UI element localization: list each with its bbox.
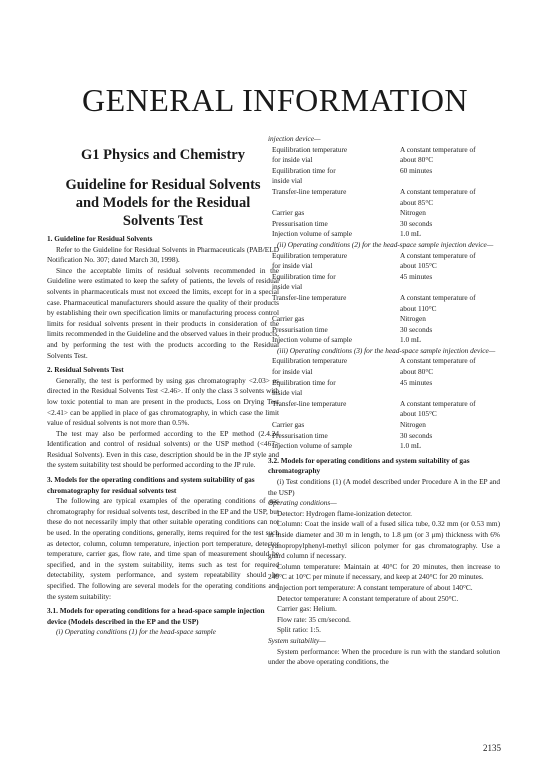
condition-value: 60 minutes [400,165,433,175]
condition-key: Transfer-line temperature [272,292,347,302]
condition-key: Equilibration temperature [272,144,348,154]
condition-row [268,420,500,431]
system-performance-text: System performance: When the procedure is run with the standard solution under the above operating conditions, the [268,646,500,667]
condition-row [268,219,500,230]
section-heading: 2. Residual Solvents Test [47,365,124,375]
condition-item-label: (ii) Operating conditions (2) for the head-space sample injection device— [277,239,494,249]
condition-row [268,293,500,304]
guideline-title-line: and Models for the Residual [75,195,251,211]
condition-key: Carrier gas [272,314,305,324]
right-column [268,134,500,668]
condition-row [268,441,500,452]
condition-row [268,304,500,315]
condition-key [268,198,400,209]
condition-value: Nitrogen [400,208,426,218]
condition-key [268,304,400,315]
condition-key: for inside vial [272,367,313,377]
condition-item-label: injection device— [268,134,321,143]
section-heading: 1. Guideline for Residual Solvents [47,234,153,243]
guideline-title-line: Guideline for Residual Solvents [65,177,261,193]
conditions-table-3 [268,356,500,451]
condition-key: for inside vial [272,261,313,271]
condition-value: A constant temperature of [400,292,476,302]
condition-row [268,314,500,325]
condition-key: inside vial [272,176,303,186]
condition-value: 1.0 mL [400,335,422,345]
detector-temperature-text: Detector temperature: A constant temperature of about 250°C. [277,593,459,603]
condition-value: 45 minutes [400,271,433,281]
operating-conditions-label: Operating conditions— [268,498,337,508]
condition-row [268,145,500,156]
condition-key: Injection volume of sample [272,229,353,239]
condition-row [268,251,500,262]
condition-row [268,176,500,187]
condition-value: 45 minutes [400,377,433,387]
condition-row [268,272,500,283]
condition-row [268,208,500,219]
condition-key: Pressurisation time [272,430,328,440]
section-heading: 3. Models for the operating conditions and system suitability of gas chromatography for residual solvents test [47,475,255,495]
condition-row [268,378,500,389]
condition-key: inside vial [272,388,303,398]
page-title: GENERAL INFORMATION [81,82,469,118]
conditions-table-2 [268,251,500,346]
condition-value: 30 seconds [400,430,433,440]
condition-row [268,166,500,177]
subsection-heading: 3.2. Models for operating conditions and system suitability of gas chromatography [268,455,470,476]
condition-row [268,261,500,272]
condition-row [268,335,500,346]
column-temperature-text: Column temperature: Maintain at 40°C for 20 minutes, then increase to 240°C at 10°C per minute if necessary, and keep at 240°C for 20 minutes. [268,561,500,582]
paragraph: Since the acceptable limits of residual solvents recommended in the Guideline were estimated to keep the safety of patients, the levels of residual solvents in pharmaceuticals must not exceed the limits, except for in a special case. Pharmaceutical manufacturers should assure the quality of their products by establishing their own specification limits or manufacturing process control limits for residual solvents present in their products in consideration of the limits recommended in the Guideline and the observed values in their products, and by performing the test with the products according to the Residual Solvents Test. [47,265,279,360]
condition-row [268,356,500,367]
condition-value: Nitrogen [400,420,426,430]
condition-row [268,367,500,378]
condition-row [268,388,500,399]
condition-value: about 80°C [400,155,434,165]
condition-key [268,409,400,420]
condition-key: Equilibration time for [272,377,336,387]
subsection-heading: 3.1. Models for operating conditions for a head-space sample injection device (Models described in the EP and the USP) [47,606,265,626]
condition-value: A constant temperature of [400,144,476,154]
condition-key: Injection volume of sample [272,441,353,451]
condition-value [400,176,500,187]
carrier-gas-text: Carrier gas: Helium. [277,604,337,614]
split-ratio-text: Split ratio: 1:5. [277,625,321,635]
column-text: Column: Coat the inside wall of a fused silica tube, 0.32 mm (or 0.53 mm) in inside diameter and 30 m in length, to 1.8 μm (or 3 μm) thickness with 6% cyanopropylphenyl-methyl silicon polymer for gas chromatography. Use a guard column if necessary. [268,519,500,561]
paragraph: The test may also be performed according to the EP method (2.4.24 Identification and control of residual solvents) or the USP method (<467> Residual Solvents). Even in this case, description should be in the JP style and the system suitability test should be performed according to the JP rule. [47,428,279,470]
guideline-title-line: Solvents Test [122,213,204,229]
paragraph: Refer to the Guideline for Residual Solvents in Pharmaceuticals (PAB/ELD Notification No. 307; dated March 30, 1998). [47,244,279,265]
condition-value: 30 seconds [400,324,433,334]
chapter-heading: G1 Physics and Chemistry [81,147,245,163]
conditions-table-1 [268,145,500,240]
page-number: 2135 [483,743,501,753]
condition-key: Injection volume of sample [272,335,353,345]
condition-key: Transfer-line temperature [272,398,347,408]
condition-row [268,229,500,240]
condition-value: about 110°C [400,303,437,313]
condition-value: A constant temperature of [400,356,476,366]
paragraph: The following are typical examples of the operating conditions of gas chromatography for residual solvents test, described in the EP and the USP, but these do not necessarily imply that other suitable operating conditions can not be used. In the operating conditions, generally, items required for the test such as detector, column, column temperature, injection port temperature, detector temperature, carrier gas, flow rate, and time span of measurement should be specified, and in the system suitability, items such as test for required detectability, system performance, and system repeatability should be specified. The following are several models for the operating conditions and the system suitability: [47,496,279,601]
condition-key: Equilibration time for [272,165,336,175]
condition-value: about 105°C [400,409,437,419]
condition-key: Pressurisation time [272,324,328,334]
condition-row [268,409,500,420]
condition-row [268,198,500,209]
detector-text: Detector: Hydrogen flame-ionization detector. [277,508,412,518]
condition-value [400,282,500,293]
condition-row [268,155,500,166]
injection-temperature-text: Injection port temperature: A constant temperature of about 140°C. [277,582,473,592]
condition-value: Nitrogen [400,314,426,324]
condition-row [268,187,500,198]
condition-key: Pressurisation time [272,218,328,228]
condition-item-label: (iii) Operating conditions (3) for the head-space sample injection device— [277,345,496,355]
condition-value: A constant temperature of [400,250,476,260]
condition-key: Equilibration time for [272,271,336,281]
condition-key: Equilibration temperature [272,250,348,260]
condition-value [400,388,500,399]
condition-key: Carrier gas [272,420,305,430]
condition-value: 30 seconds [400,218,433,228]
condition-row [268,282,500,293]
condition-row [268,399,500,410]
condition-row [268,325,500,336]
condition-key: for inside vial [272,155,313,165]
condition-value: 1.0 mL [400,441,422,451]
condition-value: about 105°C [400,261,437,271]
condition-row [268,431,500,442]
paragraph: Generally, the test is performed by using gas chromatography <2.03> as directed in the Residual Solvents Test <2.46>. If only the class 3 solvents with low toxic potential to man are present in the products, Loss on Drying Test <2.41> can be applied in place of gas chromatography, in which case the limit value of residual solvents is not more than 0.5%. [47,375,279,428]
condition-key: Equilibration temperature [272,356,348,366]
condition-value: about 85°C [400,197,434,207]
condition-key: inside vial [272,282,303,292]
left-column [47,134,279,638]
condition-value: 1.0 mL [400,229,422,239]
guideline-title [47,176,279,230]
condition-value: A constant temperature of [400,398,476,408]
condition-value: about 80°C [400,367,434,377]
condition-key: Transfer-line temperature [272,186,347,196]
system-suitability-label: System suitability— [268,635,326,645]
flow-rate-text: Flow rate: 35 cm/second. [277,614,351,624]
condition-key: Carrier gas [272,208,305,218]
condition-item-label: (i) Operating conditions (1) for the head-space sample [56,627,216,637]
condition-value: A constant temperature of [400,186,476,196]
paragraph: (i) Test conditions (1) (A model described under Procedure A in the EP and the USP) [268,477,500,497]
